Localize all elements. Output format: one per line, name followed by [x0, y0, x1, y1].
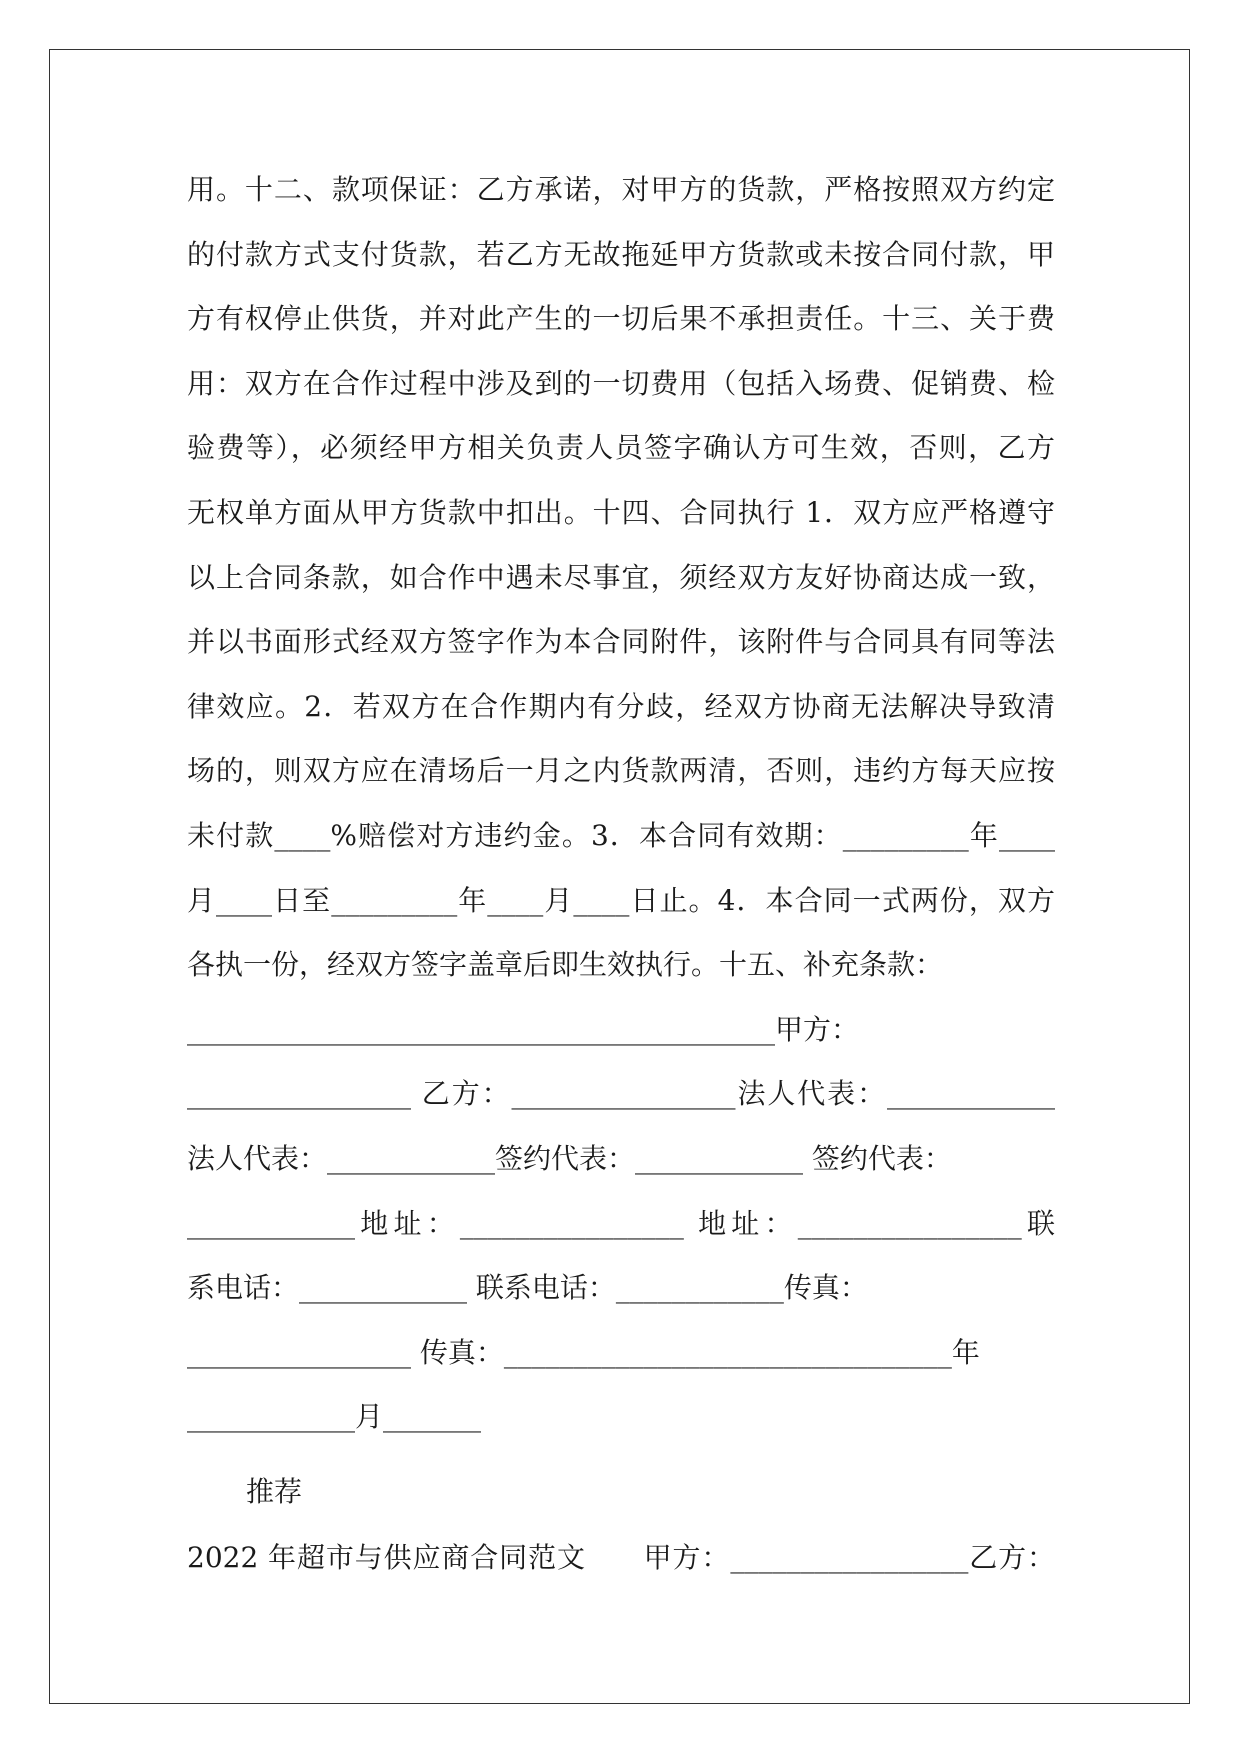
- signature-line-5: 系电话：____________ 联系电话：____________传真：: [187, 1271, 868, 1305]
- body-line-8: 并以书面形式经双方签字作为本合同附件，该附件与合同具有同等法: [187, 625, 1055, 659]
- body-line-11: 未付款____%赔偿对方违约金。3．本合同有效期：_________年____: [187, 818, 1055, 852]
- body-line-3: 方有权停止供货，并对此产生的一切后果不承担责任。十三、关于费: [187, 302, 1055, 336]
- signature-line-2: ________________ 乙方：________________法人代表：____________: [187, 1077, 1055, 1111]
- related-document-link[interactable]: 2022 年超市与供应商合同范文 甲方：_________________乙方：: [187, 1541, 1055, 1574]
- body-line-2: 的付款方式支付货款，若乙方无故拖延甲方货款或未按合同付款，甲: [187, 237, 1055, 271]
- signature-line-1: __________________________________________甲方：: [187, 1012, 860, 1046]
- recommend-label: 推荐: [246, 1475, 303, 1508]
- body-line-7: 以上合同条款，如合作中遇未尽事宜，须经双方友好协商达成一致，: [187, 560, 1055, 594]
- signature-line-6: ________________ 传真：________________________________年: [187, 1335, 980, 1369]
- body-line-1: 用。十二、款项保证：乙方承诺，对甲方的货款，严格按照双方约定: [187, 173, 1055, 206]
- body-line-6: 无权单方面从甲方货款中扣出。十四、合同执行 1．双方应严格遵守: [187, 495, 1055, 529]
- body-line-5: 验费等），必须经甲方相关负责人员签字确认方可生效，否则，乙方: [187, 431, 1055, 465]
- signature-line-7: ____________月_______: [187, 1400, 482, 1434]
- signature-line-4: ____________地址：________________ 地址：________________联: [187, 1206, 1055, 1240]
- signature-line-3: 法人代表：____________签约代表：____________ 签约代表：: [187, 1141, 952, 1175]
- body-line-10: 场的，则双方应在清场后一月之内货款两清，否则，违约方每天应按: [187, 754, 1055, 788]
- body-line-4: 用：双方在合作过程中涉及到的一切费用（包括入场费、促销费、检: [187, 366, 1055, 400]
- body-line-12: 月____日至_________年____月____日止。4．本合同一式两份，双方: [187, 883, 1055, 917]
- body-line-9: 律效应。2．若双方在合作期内有分歧，经双方协商无法解决导致清: [187, 689, 1055, 723]
- contract-body: [187, 158, 1055, 1450]
- body-line-13: 各执一份，经双方签字盖章后即生效执行。十五、补充条款：: [187, 948, 944, 982]
